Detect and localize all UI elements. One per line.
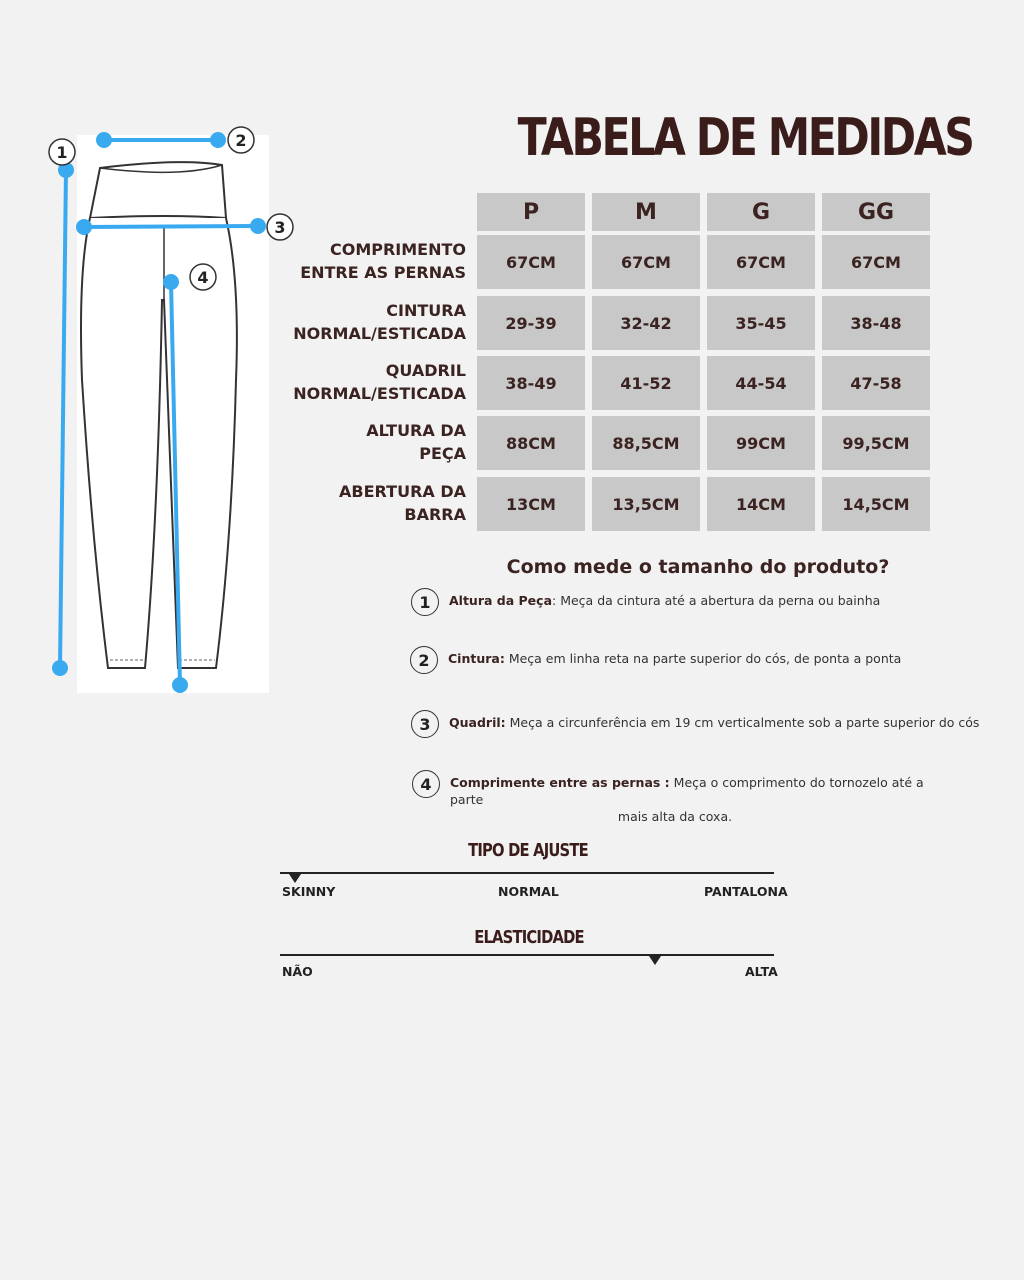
table-cell: 14CM — [707, 477, 815, 531]
table-cell: 14,5CM — [822, 477, 930, 531]
leggings-diagram — [40, 120, 300, 700]
step-term: Cintura: — [448, 651, 505, 666]
row-label-line-2: NORMAL/ESTICADA — [293, 324, 466, 343]
step-text — [450, 770, 940, 825]
step-description-cont: mais alta da coxa. — [617, 809, 733, 824]
step-description: Meça a circunferência em 19 cm verticalmente sob a parte superior do cós — [505, 715, 980, 730]
step-text — [449, 588, 880, 609]
fit-scale-line — [280, 872, 774, 874]
table-cell: 67CM — [477, 235, 585, 289]
step-text — [448, 646, 901, 667]
waistband — [90, 162, 226, 218]
step-term: Comprimente entre as pernas : — [450, 775, 670, 790]
row-label-line-1: ALTURA DA — [366, 421, 466, 440]
table-cell: 67CM — [707, 235, 815, 289]
size-header-p: P — [477, 193, 585, 231]
fit-label-skinny: SKINNY — [282, 884, 336, 899]
row-label — [226, 238, 466, 284]
table-cell: 38-49 — [477, 356, 585, 410]
step-number: 2 — [410, 646, 438, 674]
elasticity-title: ELASTICIDADE — [474, 927, 584, 948]
size-header-m: M — [592, 193, 700, 231]
row-label — [226, 419, 466, 465]
size-header-g: G — [707, 193, 815, 231]
leggings-illustration — [40, 120, 300, 700]
table-cell: 32-42 — [592, 296, 700, 350]
step-description: Meça da cintura até a abertura da perna ou bainha — [556, 593, 881, 608]
table-cell: 29-39 — [477, 296, 585, 350]
elasticity-scale-line — [280, 954, 774, 956]
row-label — [226, 480, 466, 526]
elasticity-label-nao: NÃO — [282, 964, 313, 979]
howto-step-1 — [411, 588, 880, 616]
fit-label-normal: NORMAL — [498, 884, 559, 899]
page-title: TABELA DE MEDIDAS — [517, 108, 973, 168]
row-label-line-1: QUADRIL — [385, 361, 466, 380]
step-separator: : — [552, 593, 557, 608]
row-label-line-1: ABERTURA DA — [339, 482, 466, 501]
table-cell: 99CM — [707, 416, 815, 470]
row-label-line-2: PEÇA — [419, 444, 466, 463]
row-label-line-2: BARRA — [404, 505, 466, 524]
marker-1: 1 — [56, 143, 68, 162]
table-cell: 67CM — [822, 235, 930, 289]
step-description: Meça em linha reta na parte superior do cós, de ponta a ponta — [504, 651, 902, 666]
fit-label-pantalona: PANTALONA — [704, 884, 788, 899]
table-cell: 41-52 — [592, 356, 700, 410]
step-number: 3 — [411, 710, 439, 738]
fit-marker — [289, 874, 301, 883]
howto-title: Como mede o tamanho do produto? — [506, 556, 890, 578]
step-number: 4 — [412, 770, 440, 798]
table-cell: 13CM — [477, 477, 585, 531]
howto-step-3 — [411, 710, 979, 738]
marker-3: 3 — [274, 218, 286, 237]
elasticity-label-alta: ALTA — [745, 964, 778, 979]
step-term: Quadril: — [449, 715, 506, 730]
table-cell: 99,5CM — [822, 416, 930, 470]
table-cell: 88CM — [477, 416, 585, 470]
row-label-line-1: CINTURA — [386, 301, 466, 320]
row-label-line-1: COMPRIMENTO — [329, 240, 466, 259]
row-label-line-2: ENTRE AS PERNAS — [300, 263, 466, 282]
table-cell: 88,5CM — [592, 416, 700, 470]
step-description: Meça o comprimento do tornozelo até a parte — [450, 775, 924, 807]
table-cell: 38-48 — [822, 296, 930, 350]
elasticity-marker — [649, 956, 661, 965]
size-header-gg: GG — [822, 193, 930, 231]
row-label — [226, 299, 466, 345]
table-cell: 67CM — [592, 235, 700, 289]
step-term: Altura da Peça — [449, 593, 553, 608]
howto-step-2 — [410, 646, 901, 674]
step-text — [449, 710, 979, 731]
fit-title: TIPO DE AJUSTE — [468, 840, 588, 861]
howto-step-4 — [412, 770, 940, 825]
row-label-line-2: NORMAL/ESTICADA — [293, 384, 466, 403]
row-label — [226, 359, 466, 405]
table-cell: 13,5CM — [592, 477, 700, 531]
table-cell: 35-45 — [707, 296, 815, 350]
marker-2: 2 — [235, 131, 247, 150]
table-cell: 47-58 — [822, 356, 930, 410]
table-cell: 44-54 — [707, 356, 815, 410]
marker-4: 4 — [197, 268, 209, 287]
step-number: 1 — [411, 588, 439, 616]
